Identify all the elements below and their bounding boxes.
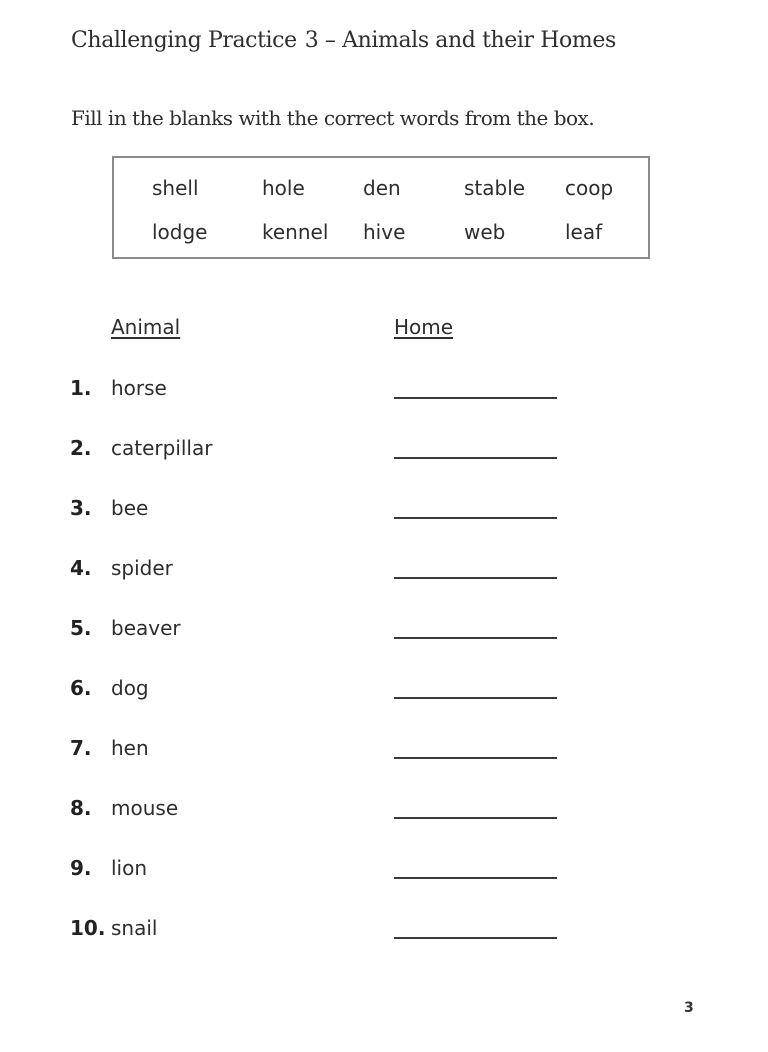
item-number: 7. bbox=[70, 736, 92, 760]
exercise-row bbox=[0, 496, 768, 536]
exercise-row bbox=[0, 736, 768, 776]
answer-blank[interactable] bbox=[394, 577, 557, 579]
title-number: 3 bbox=[304, 28, 319, 53]
title-suffix: – Animals and their Homes bbox=[324, 28, 616, 53]
exercise-row bbox=[0, 796, 768, 836]
word-bank-item: lodge bbox=[152, 220, 208, 244]
page-number: 3 bbox=[684, 1000, 694, 1016]
answer-blank[interactable] bbox=[394, 937, 557, 939]
word-bank-item: web bbox=[464, 220, 506, 244]
word-bank-item: den bbox=[363, 176, 401, 200]
column-header-animal: Animal bbox=[111, 315, 181, 339]
exercise-row bbox=[0, 616, 768, 656]
word-bank-item: stable bbox=[464, 176, 526, 200]
item-number: 4. bbox=[70, 556, 92, 580]
animal-name: hen bbox=[111, 736, 149, 760]
exercise-row bbox=[0, 376, 768, 416]
animal-name: spider bbox=[111, 556, 173, 580]
item-number: 3. bbox=[70, 496, 92, 520]
item-number: 8. bbox=[70, 796, 92, 820]
animal-name: lion bbox=[111, 856, 148, 880]
worksheet-title bbox=[71, 28, 616, 53]
animal-name: mouse bbox=[111, 796, 179, 820]
word-bank-item: hive bbox=[363, 220, 406, 244]
exercise-row bbox=[0, 676, 768, 716]
animal-name: beaver bbox=[111, 616, 181, 640]
word-bank-box bbox=[112, 156, 650, 259]
answer-blank[interactable] bbox=[394, 637, 557, 639]
word-bank-item: kennel bbox=[262, 220, 329, 244]
answer-blank[interactable] bbox=[394, 877, 557, 879]
word-bank-item: coop bbox=[565, 176, 614, 200]
animal-name: snail bbox=[111, 916, 158, 940]
exercise-row bbox=[0, 556, 768, 596]
animal-name: horse bbox=[111, 376, 167, 400]
exercise-row bbox=[0, 436, 768, 476]
item-number: 6. bbox=[70, 676, 92, 700]
column-header-home: Home bbox=[394, 315, 454, 339]
answer-blank[interactable] bbox=[394, 817, 557, 819]
item-number: 9. bbox=[70, 856, 92, 880]
answer-blank[interactable] bbox=[394, 517, 557, 519]
title-prefix: Challenging Practice bbox=[71, 28, 297, 53]
item-number: 5. bbox=[70, 616, 92, 640]
animal-name: caterpillar bbox=[111, 436, 213, 460]
word-bank-item: leaf bbox=[565, 220, 603, 244]
answer-blank[interactable] bbox=[394, 457, 557, 459]
instructions: Fill in the blanks with the correct words from the box. bbox=[71, 106, 595, 130]
item-number: 2. bbox=[70, 436, 92, 460]
answer-blank[interactable] bbox=[394, 697, 557, 699]
answer-blank[interactable] bbox=[394, 757, 557, 759]
word-bank-item: shell bbox=[152, 176, 199, 200]
animal-name: bee bbox=[111, 496, 149, 520]
animal-name: dog bbox=[111, 676, 149, 700]
word-bank-item: hole bbox=[262, 176, 305, 200]
item-number: 1. bbox=[70, 376, 92, 400]
exercise-row bbox=[0, 916, 768, 956]
item-number: 10. bbox=[70, 916, 106, 940]
exercise-row bbox=[0, 856, 768, 896]
answer-blank[interactable] bbox=[394, 397, 557, 399]
